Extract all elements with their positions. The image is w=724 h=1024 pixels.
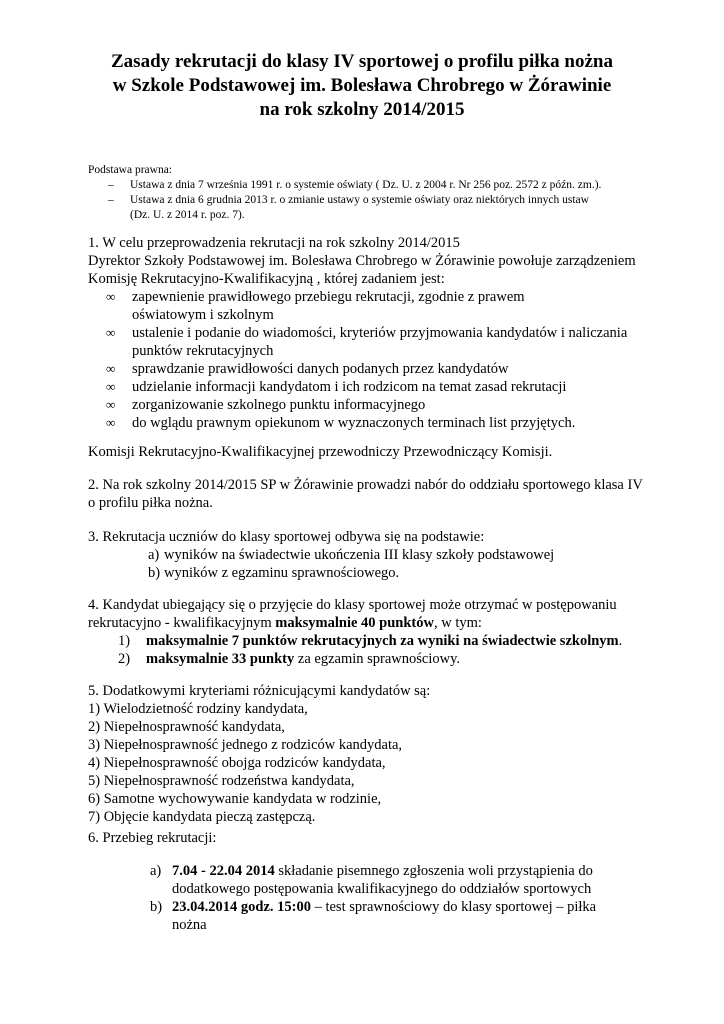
title-line-1: Zasady rekrutacji do klasy IV sportowej o profilu piłka nożna bbox=[111, 51, 613, 72]
section-3 bbox=[88, 528, 658, 582]
section-4-intro bbox=[88, 596, 658, 632]
section-1 bbox=[88, 234, 658, 432]
title-line-3: na rok szkolny 2014/2015 bbox=[259, 99, 465, 120]
section-4-intro-text: 4. Kandydat ubiegający się o przyjęcie do klasy sportowej może otrzymać w postępowaniu rekrutacyjno - kwalifikacyjnym bbox=[88, 597, 617, 631]
list-item-tail: za egzamin sprawnościowy. bbox=[294, 651, 461, 667]
section-6-heading: 6. Przebieg rekrutacji: bbox=[88, 830, 217, 846]
list-item bbox=[88, 862, 638, 898]
section-1-heading: 1. W celu przeprowadzenia rekrutacji na rok szkolny 2014/2015 bbox=[88, 235, 460, 251]
date-range: 7.04 - 22.04 2014 bbox=[172, 863, 275, 879]
list-item-text: do wglądu prawnym opiekunom w wyznaczonych terminach list przyjętych. bbox=[132, 415, 576, 431]
criteria-item: 6) Samotne wychowywanie kandydata w rodzinie, bbox=[88, 791, 382, 807]
list-item bbox=[88, 288, 658, 324]
list-marker: a) bbox=[150, 863, 162, 879]
list-item bbox=[88, 898, 638, 934]
section-3-intro: 3. Rekrutacja uczniów do klasy sportowej odbywa się na podstawie: bbox=[88, 529, 485, 545]
list-marker: b) bbox=[150, 899, 163, 915]
commission-note: Komisji Rekrutacyjno-Kwalifikacyjnej przewodniczy Przewodniczący Komisji. bbox=[88, 444, 553, 460]
list-marker: b) bbox=[148, 565, 161, 581]
list-item-tail: . bbox=[618, 633, 623, 649]
legal-item bbox=[88, 193, 648, 223]
document-title bbox=[60, 50, 664, 122]
list-marker: 2) bbox=[118, 651, 131, 667]
list-item-text: zorganizowanie szkolnego punktu informacyjnego bbox=[132, 397, 426, 413]
list-item-text: – test sprawnościowy do klasy sportowej – piłka nożna bbox=[172, 899, 597, 933]
infinity-bullet-icon: ∞ bbox=[106, 379, 116, 394]
list-marker: 1) bbox=[118, 633, 131, 649]
list-item-text: wyników na świadectwie ukończenia III klasy szkoły podstawowej bbox=[164, 547, 555, 563]
legal-item bbox=[88, 178, 648, 193]
section-6-list bbox=[88, 862, 638, 934]
list-item bbox=[88, 632, 658, 650]
criteria-item: 4) Niepełnosprawność obojga rodziców kandydata, bbox=[88, 755, 386, 771]
test-date: 23.04.2014 godz. 15:00 bbox=[172, 899, 311, 915]
infinity-bullet-icon: ∞ bbox=[106, 325, 116, 340]
max-points-exam: maksymalnie 33 punkty bbox=[146, 651, 295, 667]
list-item bbox=[88, 396, 658, 414]
criteria-item: 3) Niepełnosprawność jednego z rodziców kandydata, bbox=[88, 737, 403, 753]
list-item-text: zapewnienie prawidłowego przebiegu rekrutacji, zgodnie z prawem oświatowym i szkolnym bbox=[132, 289, 525, 323]
infinity-bullet-icon: ∞ bbox=[106, 361, 116, 376]
list-item-text: sprawdzanie prawidłowości danych podanych przez kandydatów bbox=[132, 361, 509, 377]
list-item bbox=[88, 650, 658, 668]
legal-heading: Podstawa prawna: bbox=[88, 164, 172, 176]
dash-marker: – bbox=[108, 194, 114, 206]
criteria-item: 1) Wielodzietność rodziny kandydata, bbox=[88, 701, 308, 717]
legal-item-text: Ustawa z dnia 6 grudnia 2013 r. o zmianie ustawy o systemie oświaty oraz niektórych innych ustaw (Dz. U. z 2014 r. poz. 7). bbox=[130, 194, 589, 221]
dash-marker: – bbox=[108, 179, 114, 191]
list-item bbox=[88, 564, 658, 582]
section-5-intro: 5. Dodatkowymi kryteriami różnicującymi kandydatów są: bbox=[88, 683, 431, 699]
list-item-text: ustalenie i podanie do wiadomości, kryteriów przyjmowania kandydatów i naliczania punktów rekrutacyjnych bbox=[132, 325, 628, 359]
section-4-intro-tail: , w tym: bbox=[433, 615, 482, 631]
max-points-total: maksymalnie 40 punktów bbox=[275, 615, 434, 631]
section-5 bbox=[88, 682, 658, 826]
title-line-2: w Szkole Podstawowej im. Bolesława Chrobrego w Żórawinie bbox=[112, 75, 612, 96]
infinity-bullet-icon: ∞ bbox=[106, 289, 116, 304]
list-item-text: składanie pisemnego zgłoszenia woli przystąpienia do dodatkowego postępowania kwalifikacyjnego do oddziałów sportowych bbox=[172, 863, 593, 897]
legal-item-text: Ustawa z dnia 7 września 1991 r. o systemie oświaty ( Dz. U. z 2004 r. Nr 256 poz. 2572 z późn. zm.). bbox=[130, 179, 602, 191]
criteria-item: 2) Niepełnosprawność kandydata, bbox=[88, 719, 285, 735]
legal-basis bbox=[88, 163, 648, 223]
list-item bbox=[88, 378, 658, 396]
infinity-bullet-icon: ∞ bbox=[106, 397, 116, 412]
criteria-item: 5) Niepełnosprawność rodzeństwa kandydata, bbox=[88, 773, 355, 789]
list-item bbox=[88, 360, 658, 378]
criteria-item: 7) Objęcie kandydata pieczą zastępczą. bbox=[88, 809, 316, 825]
max-points-certificate: maksymalnie 7 punktów rekrutacyjnych za wyniki na świadectwie szkolnym bbox=[146, 633, 619, 649]
infinity-bullet-icon: ∞ bbox=[106, 415, 116, 430]
list-item-text: wyników z egzaminu sprawnościowego. bbox=[164, 565, 400, 581]
list-marker: a) bbox=[148, 547, 160, 563]
list-item bbox=[88, 324, 658, 360]
section-4 bbox=[88, 596, 658, 668]
section-2: 2. Na rok szkolny 2014/2015 SP w Żórawinie prowadzi nabór do oddziału sportowego klasa IV o profilu piłka nożna. bbox=[88, 477, 643, 511]
list-item bbox=[88, 414, 658, 432]
section-1-intro: Dyrektor Szkoły Podstawowej im. Bolesława Chrobrego w Żórawinie powołuje zarządzeniem Komisję Rekrutacyjno-Kwalifikacyjną , której zadaniem jest: bbox=[88, 253, 636, 287]
list-item bbox=[88, 546, 658, 564]
list-item-text: udzielanie informacji kandydatom i ich rodzicom na temat zasad rekrutacji bbox=[132, 379, 567, 395]
